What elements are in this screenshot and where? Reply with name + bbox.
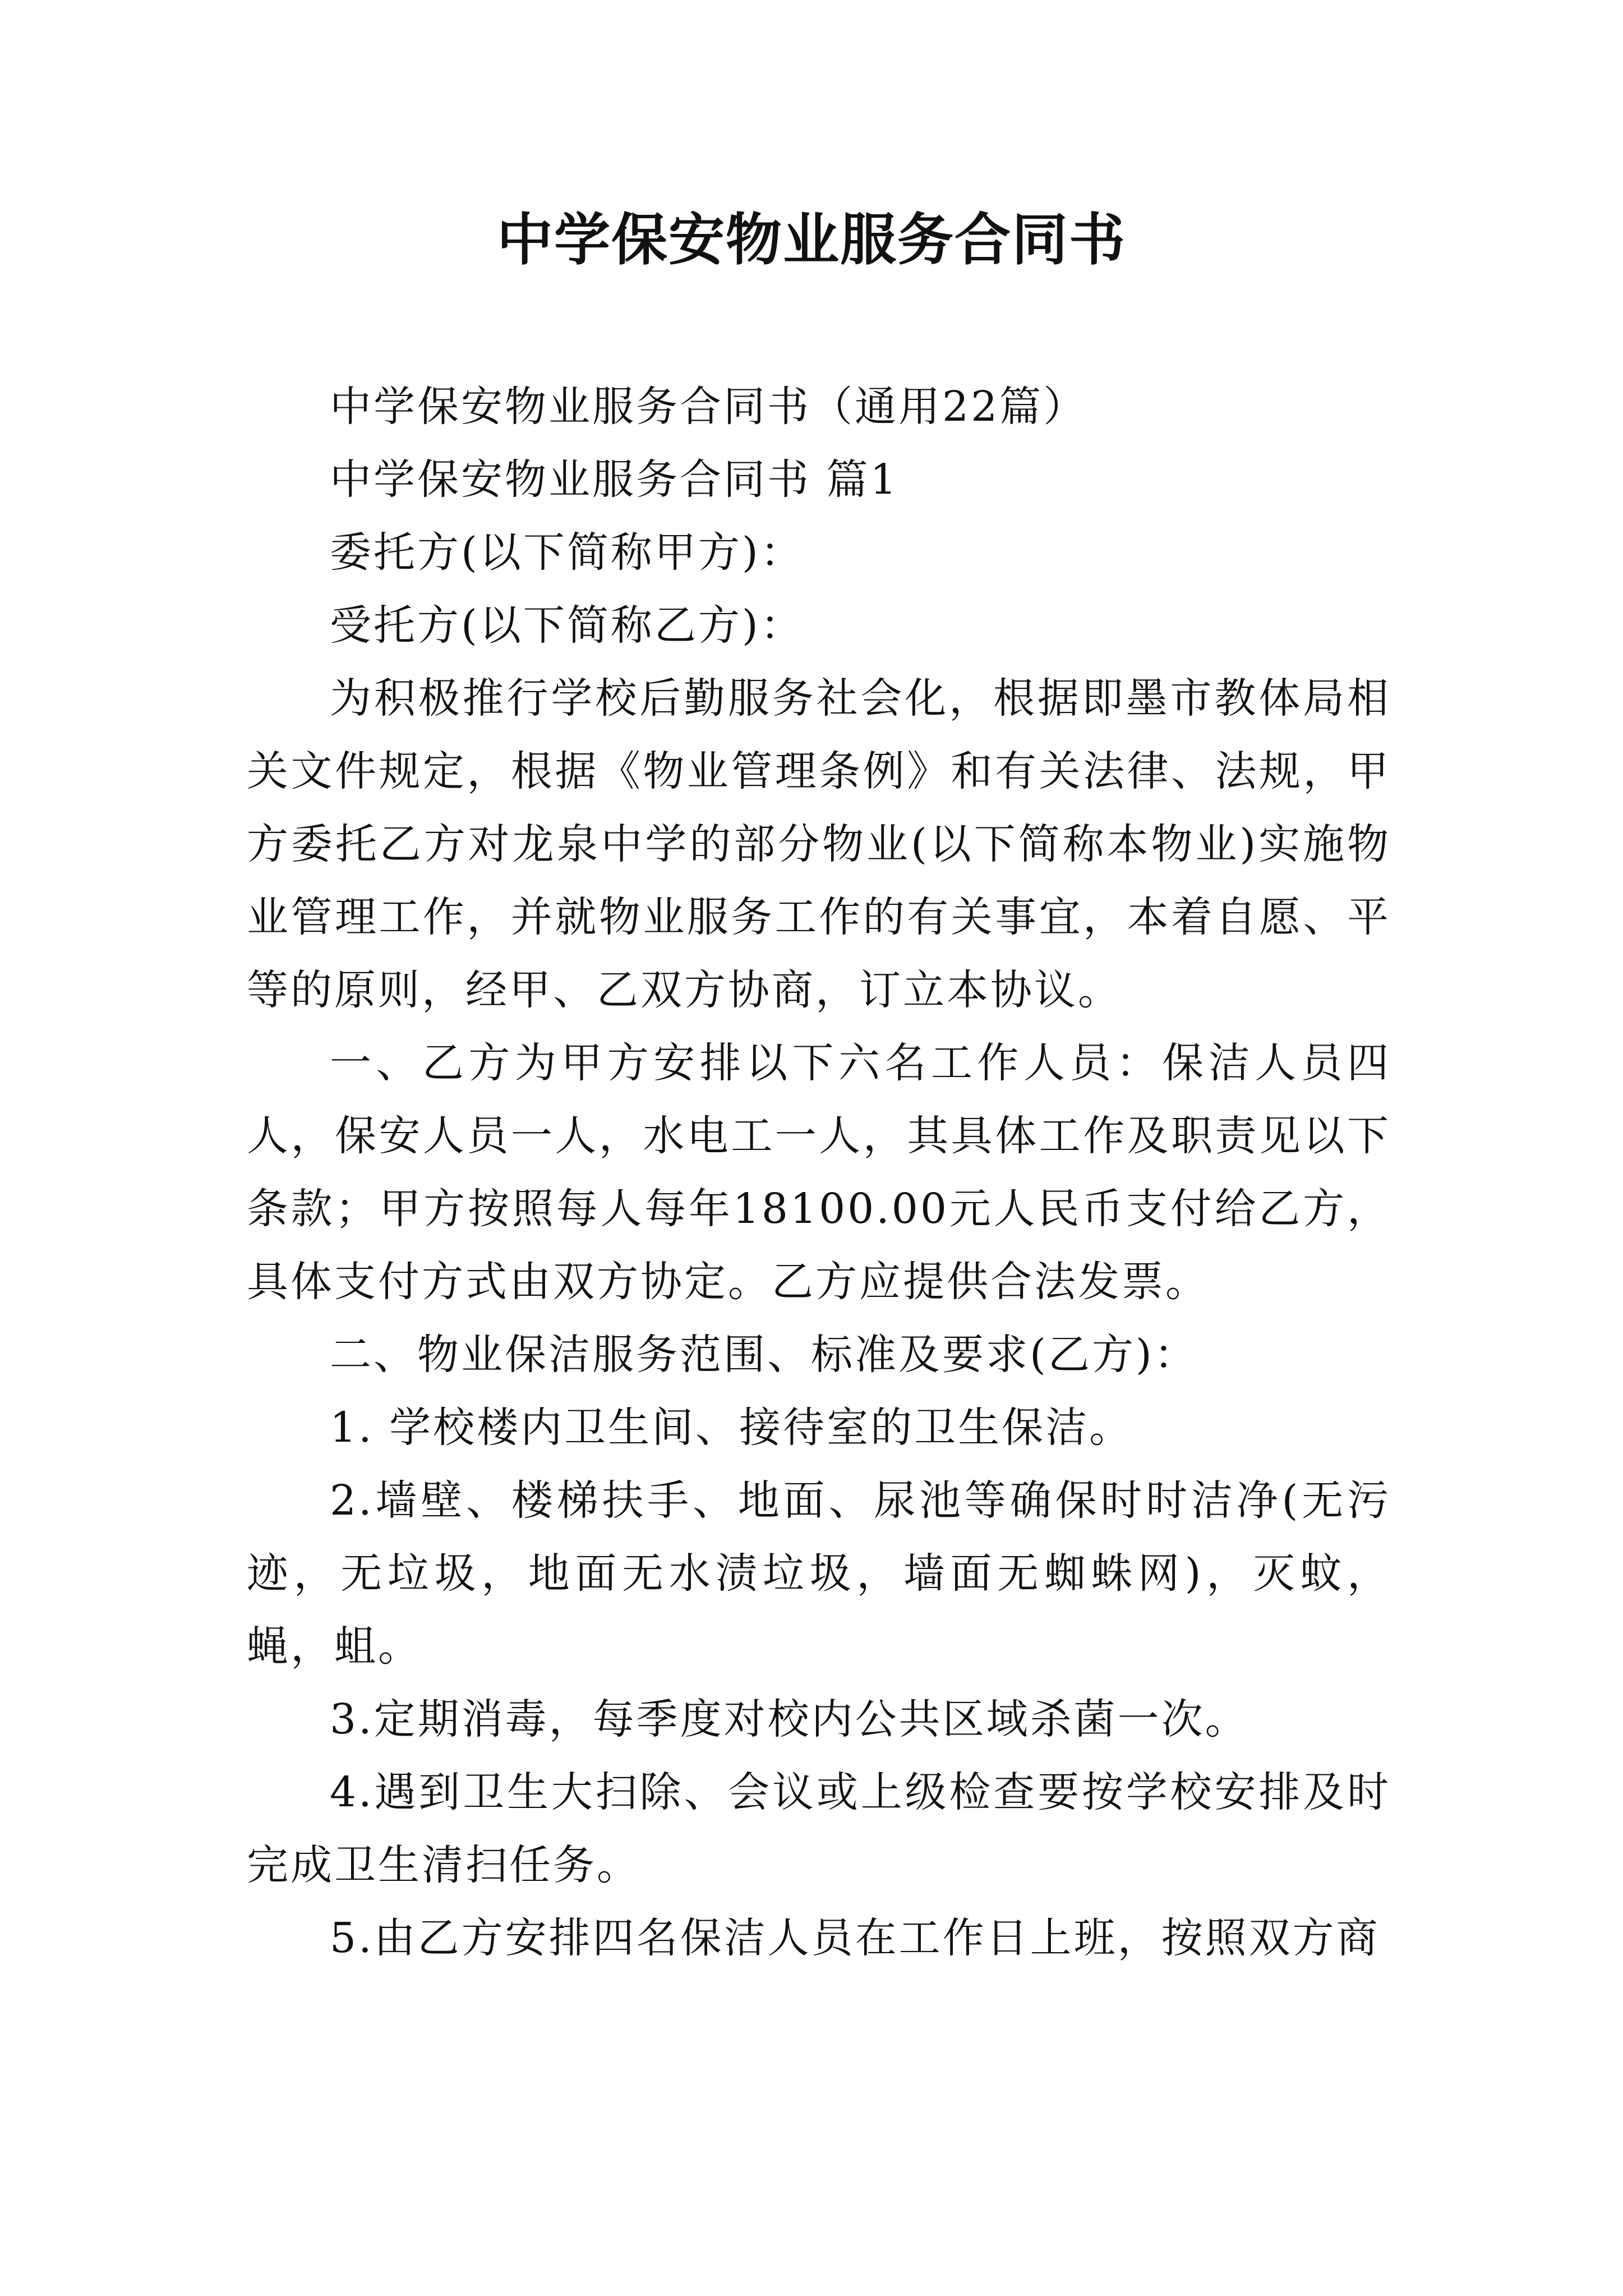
clause-2-item-5: 5.由乙方安排四名保洁人员在工作日上班，按照双方商	[330, 1914, 1380, 1962]
clause-2-item-3: 3.定期消毒，每季度对校内公共区域杀菌一次。	[330, 1695, 1249, 1743]
preamble-paragraph: 为积极推行学校后勤服务社会化，根据即墨市教体局相关文件规定，根据《物业管理条例》和有关法律、法规，甲方委托乙方对龙泉中学的部分物业(以下简称本物业)实施物业管理工作，并就物业服务工作的有关事宜，本着自愿、平等的原则，经甲、乙双方协商，订立本协议。	[247, 674, 1391, 1014]
document-title: 中学保安物业服务合同书	[497, 206, 1126, 273]
clause-2-item-2: 2.墙壁、楼梯扶手、地面、尿池等确保时时洁净(无污迹，无垃圾，地面无水渍垃圾，墙面无蜘蛛网)，灭蚊，蝇，蛆。	[247, 1476, 1391, 1671]
clause-2-item-4: 4.遇到卫生大扫除、会议或上级检查要按学校安排及时完成卫生清扫任务。	[247, 1768, 1391, 1889]
section-heading: 中学保安物业服务合同书 篇1	[330, 455, 899, 504]
subtitle-line: 中学保安物业服务合同书（通用22篇）	[330, 383, 1087, 431]
party-b-line: 受托方(以下简称乙方)：	[330, 601, 804, 650]
party-a-line: 委托方(以下简称甲方)：	[330, 528, 804, 577]
clause-2-item-1: 1. 学校楼内卫生间、接待室的卫生保洁。	[330, 1404, 1133, 1452]
clause-1-paragraph: 一、乙方为甲方安排以下六名工作人员：保洁人员四人，保安人员一人，水电工一人，其具体工作及职责见以下条款；甲方按照每人每年18100.00元人民币支付给乙方，具体支付方式由双方协定。乙方应提供合法发票。	[247, 1039, 1391, 1306]
document-body	[247, 370, 1391, 1975]
clause-2-heading: 二、物业保洁服务范围、标准及要求(乙方)：	[330, 1331, 1198, 1379]
